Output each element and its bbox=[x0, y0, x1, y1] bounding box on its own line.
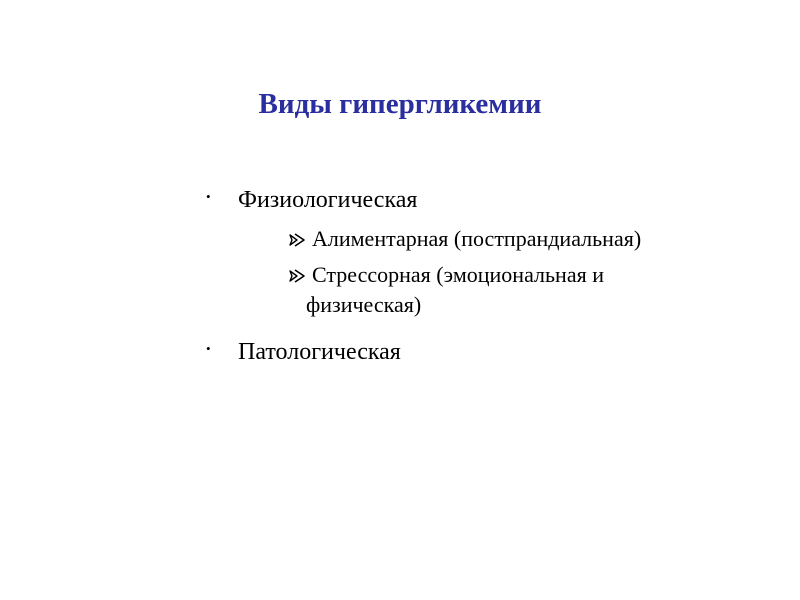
sublist-item-label-line1: Стрессорная (эмоциональная и bbox=[312, 262, 604, 287]
bullet-icon: • bbox=[206, 189, 211, 204]
arrow-bullet-icon bbox=[288, 267, 306, 285]
list-item-label: Патологическая bbox=[238, 339, 401, 365]
arrow-bullet-icon bbox=[288, 231, 306, 249]
sublist-item-label-line2: физическая) bbox=[306, 292, 422, 317]
sublist-item-label: Алиментарная (постпрандиальная) bbox=[312, 226, 642, 251]
slide-title: Виды гипергликемии bbox=[258, 88, 542, 120]
bullet-icon: • bbox=[206, 341, 211, 356]
list-item-label: Физиологическая bbox=[238, 187, 418, 213]
